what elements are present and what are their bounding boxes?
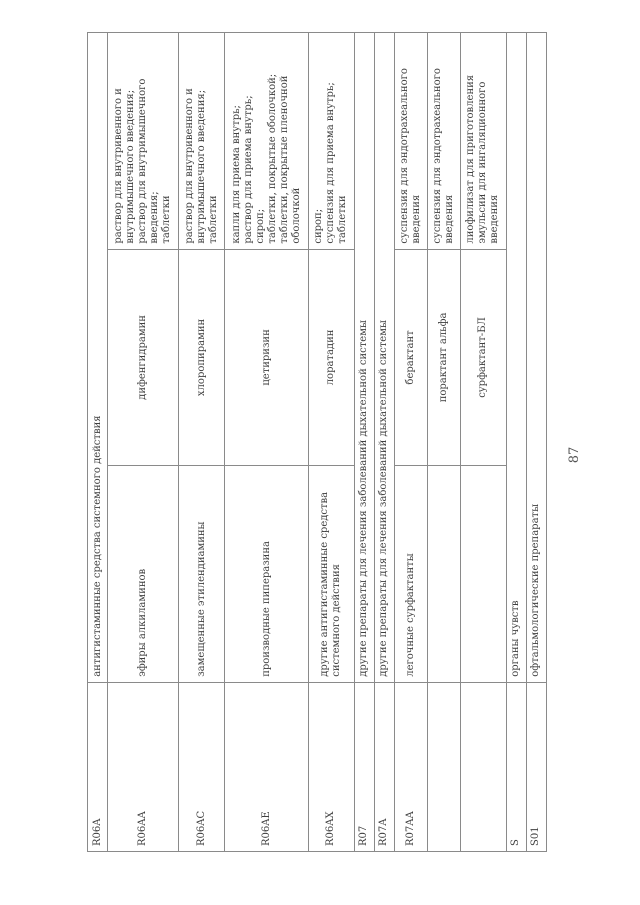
drug-name: берактант [395,249,428,466]
drug-name: цетиризин [225,249,309,466]
drug-name: сурфактант-БЛ [460,249,506,466]
dosage-form: раствор для внутривенного и внутримышечного введения; [113,88,137,244]
atc-group: антигистаминные средства системного действия [88,33,108,683]
atc-group: замещенные этилендиамины [179,466,225,683]
atc-code [428,682,461,851]
atc-code: R06A [88,682,108,851]
dosage-form: сироп; [313,208,325,244]
drug-name: порактант альфа [428,249,461,466]
atc-group [460,466,506,683]
atc-group: другие препараты для лечения заболеваний дыхательной системы [374,33,394,683]
atc-code: R06AE [225,682,309,851]
table-row [526,33,546,852]
dosage-forms [395,33,428,250]
table-row [309,33,355,852]
rotated-table-container [87,32,547,852]
table-row [460,33,506,852]
atc-code: R07A [374,682,394,851]
atc-code: R06AX [309,682,355,851]
page-number: 87 [567,446,582,464]
atc-group: другие антигистаминные средства системного действия [309,466,355,683]
atc-code: R07AA [395,682,428,851]
atc-group: эфиры алкиламинов [108,466,179,683]
atc-code: R06AC [179,682,225,851]
table-row [108,33,179,852]
dosage-form: таблетки, покрытые оболочкой; [266,73,278,244]
dosage-forms [309,33,355,250]
atc-group: производные пиперазина [225,466,309,683]
table-row [395,33,428,852]
table-row [354,33,374,852]
dosage-forms [108,33,179,250]
atc-group: другие препараты для лечения заболеваний дыхательной системы [354,33,374,683]
dosage-form: суспензия для приема внутрь; [325,82,337,244]
table-row [374,33,394,852]
dosage-form: таблетки [337,195,349,244]
dosage-form: раствор для внутримышечного введения; [137,78,161,244]
drug-name: дифенгидрамин [108,249,179,466]
dosage-form: суспензия для эндотрахеального введения [399,68,423,244]
dosage-form: раствор для внутривенного и внутримышечного введения; [183,88,207,244]
dosage-form: сироп; [254,208,266,244]
table-row [225,33,309,852]
dosage-form: таблетки, покрытые пленочной оболочкой [278,75,302,244]
dosage-forms [225,33,309,250]
atc-code: R07 [354,682,374,851]
drug-name: хлоропирамин [179,249,225,466]
dosage-form: капли для приема внутрь; [230,105,242,244]
atc-code [460,682,506,851]
table-row [506,33,526,852]
atc-code: R06AA [108,682,179,851]
atc-group: офтальмологические препараты [526,33,546,683]
dosage-forms [428,33,461,250]
dosage-form: таблетки [207,195,219,244]
table-row [88,33,108,852]
dosage-form: лиофилизат для приготовления эмульсии для ингаляционного введения [465,74,501,244]
dosage-form: таблетки [161,195,173,244]
table-row [428,33,461,852]
table-row [179,33,225,852]
dosage-form: суспензия для эндотрахеального введения [431,68,455,244]
dosage-forms [179,33,225,250]
dosage-form: раствор для приема внутрь; [242,95,254,244]
atc-group: легочные сурфактанты [395,466,428,683]
atc-group: органы чувств [506,33,526,683]
atc-code: S [506,682,526,851]
drug-table [87,32,547,852]
atc-code: S01 [526,682,546,851]
drug-name: лоратадин [309,249,355,466]
dosage-forms [460,33,506,250]
atc-group [428,466,461,683]
